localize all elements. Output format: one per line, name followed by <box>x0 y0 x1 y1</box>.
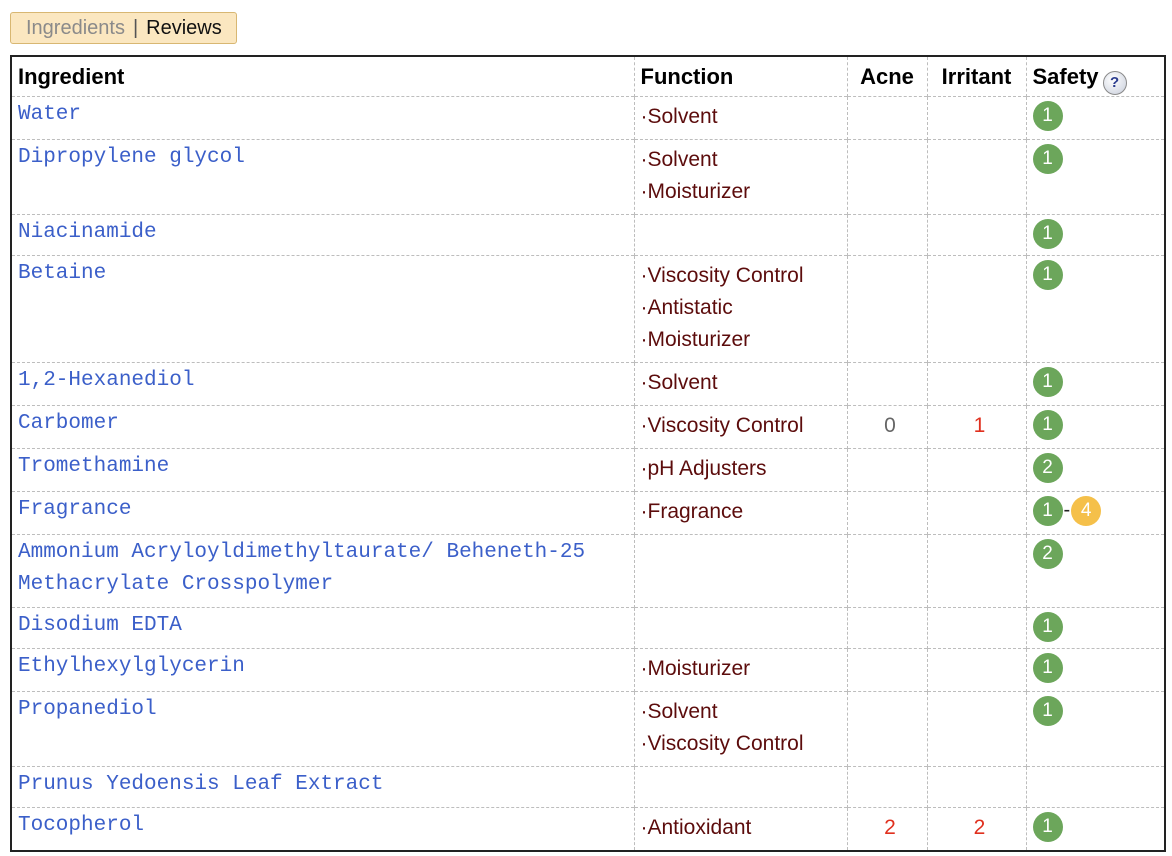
ingredient-name-link[interactable]: Fragrance <box>11 491 634 534</box>
table-row <box>11 807 1165 851</box>
column-header-acne: Acne <box>847 56 927 96</box>
acne-rating <box>847 255 927 362</box>
safety-score-badge: 1 <box>1033 653 1063 683</box>
function-cell <box>634 139 847 214</box>
function-item: ·Solvent <box>640 104 718 128</box>
function-cell <box>634 648 847 691</box>
safety-score-badge: 1 <box>1033 219 1063 249</box>
irritant-rating <box>927 607 1026 648</box>
table-row <box>11 405 1165 448</box>
function-cell <box>634 607 847 648</box>
irritant-rating: 1 <box>927 405 1026 448</box>
column-header-function: Function <box>634 56 847 96</box>
function-cell <box>634 491 847 534</box>
acne-rating <box>847 648 927 691</box>
safety-cell <box>1026 766 1165 807</box>
safety-score-badge: 1 <box>1033 367 1063 397</box>
column-header-ingredient: Ingredient <box>18 64 125 89</box>
function-item: ·Solvent <box>640 370 718 394</box>
safety-cell <box>1026 362 1165 405</box>
safety-cell <box>1026 139 1165 214</box>
acne-rating <box>847 491 927 534</box>
table-row <box>11 648 1165 691</box>
table-row <box>11 691 1165 766</box>
safety-score-badge: 1 <box>1033 260 1063 290</box>
safety-score-badge: 2 <box>1033 453 1063 483</box>
acne-rating <box>847 139 927 214</box>
safety-cell <box>1026 255 1165 362</box>
table-row <box>11 607 1165 648</box>
safety-cell <box>1026 648 1165 691</box>
ingredient-name-link[interactable]: Ammonium Acryloyldimethyltaurate/ Beheneth-25 Methacrylate Crosspolymer <box>11 534 634 607</box>
tab-ingredients[interactable]: Ingredients <box>26 16 125 39</box>
ingredient-name-link[interactable]: Tocopherol <box>11 807 634 851</box>
function-item: ·Antistatic <box>640 295 733 319</box>
ingredients-table-body <box>11 96 1165 851</box>
acne-rating <box>847 214 927 255</box>
help-icon[interactable]: ? <box>1103 71 1127 95</box>
irritant-rating <box>927 139 1026 214</box>
acne-rating <box>847 362 927 405</box>
function-cell <box>634 362 847 405</box>
function-cell <box>634 807 847 851</box>
ingredient-name-link[interactable]: Dipropylene glycol <box>11 139 634 214</box>
tab-reviews[interactable]: Reviews <box>146 16 222 39</box>
ingredient-name-link[interactable]: 1,2-Hexanediol <box>11 362 634 405</box>
ingredient-name-link[interactable]: Water <box>11 96 634 139</box>
safety-score-badge: 1 <box>1033 101 1063 131</box>
ingredient-name-link[interactable]: Tromethamine <box>11 448 634 491</box>
function-item: ·pH Adjusters <box>640 456 767 480</box>
acne-rating: 0 <box>847 405 927 448</box>
function-cell <box>634 448 847 491</box>
function-cell <box>634 405 847 448</box>
safety-score-badge: 1 <box>1033 812 1063 842</box>
table-row <box>11 448 1165 491</box>
acne-rating <box>847 691 927 766</box>
ingredient-name-link[interactable]: Carbomer <box>11 405 634 448</box>
ingredient-name-link[interactable]: Betaine <box>11 255 634 362</box>
function-cell <box>634 96 847 139</box>
irritant-rating <box>927 214 1026 255</box>
table-row <box>11 255 1165 362</box>
acne-rating <box>847 766 927 807</box>
function-cell <box>634 255 847 362</box>
irritant-rating <box>927 648 1026 691</box>
irritant-rating <box>927 491 1026 534</box>
table-row <box>11 362 1165 405</box>
irritant-rating <box>927 691 1026 766</box>
function-item: ·Viscosity Control <box>640 413 804 437</box>
safety-cell <box>1026 214 1165 255</box>
irritant-rating <box>927 255 1026 362</box>
safety-range-dash: - <box>1063 499 1071 521</box>
column-header-irritant: Irritant <box>927 56 1026 96</box>
ingredients-table <box>10 55 1166 852</box>
function-item: ·Fragrance <box>640 499 744 523</box>
safety-score-badge: 1 <box>1033 496 1063 526</box>
function-cell <box>634 766 847 807</box>
acne-rating <box>847 448 927 491</box>
table-header-row <box>11 56 1165 96</box>
function-item: ·Antioxidant <box>640 815 752 839</box>
safety-score-badge: 2 <box>1033 539 1063 569</box>
safety-cell <box>1026 405 1165 448</box>
irritant-rating <box>927 766 1026 807</box>
table-row <box>11 491 1165 534</box>
irritant-rating <box>927 96 1026 139</box>
function-item: ·Viscosity Control <box>640 263 804 287</box>
safety-cell <box>1026 491 1165 534</box>
function-item: ·Moisturizer <box>640 656 751 680</box>
irritant-rating: 2 <box>927 807 1026 851</box>
column-header-safety <box>1026 56 1165 96</box>
table-row <box>11 139 1165 214</box>
tab-bar <box>10 12 237 44</box>
table-row <box>11 534 1165 607</box>
function-item: ·Solvent <box>640 147 718 171</box>
safety-cell <box>1026 448 1165 491</box>
function-item: ·Viscosity Control <box>640 731 804 755</box>
acne-rating <box>847 96 927 139</box>
safety-score-badge: 1 <box>1033 696 1063 726</box>
ingredient-name-link[interactable]: Prunus Yedoensis Leaf Extract <box>11 766 634 807</box>
safety-cell <box>1026 96 1165 139</box>
irritant-rating <box>927 534 1026 607</box>
table-row <box>11 766 1165 807</box>
safety-cell <box>1026 534 1165 607</box>
safety-score-badge: 1 <box>1033 410 1063 440</box>
function-item: ·Moisturizer <box>640 327 751 351</box>
function-item: ·Moisturizer <box>640 179 751 203</box>
table-row <box>11 96 1165 139</box>
ingredient-name-link[interactable]: Ethylhexylglycerin <box>11 648 634 691</box>
safety-cell <box>1026 691 1165 766</box>
function-cell <box>634 534 847 607</box>
irritant-rating <box>927 448 1026 491</box>
safety-cell <box>1026 807 1165 851</box>
safety-cell <box>1026 607 1165 648</box>
acne-rating <box>847 607 927 648</box>
ingredient-name-link[interactable]: Niacinamide <box>11 214 634 255</box>
safety-score-badge: 1 <box>1033 612 1063 642</box>
function-cell <box>634 691 847 766</box>
safety-score-badge: 1 <box>1033 144 1063 174</box>
acne-rating <box>847 534 927 607</box>
function-item: ·Solvent <box>640 699 718 723</box>
ingredient-name-link[interactable]: Propanediol <box>11 691 634 766</box>
ingredient-name-link[interactable]: Disodium EDTA <box>11 607 634 648</box>
tab-separator: | <box>132 16 139 39</box>
function-cell <box>634 214 847 255</box>
table-row <box>11 214 1165 255</box>
acne-rating: 2 <box>847 807 927 851</box>
column-header-safety-label: Safety <box>1032 64 1099 89</box>
irritant-rating <box>927 362 1026 405</box>
safety-score-badge: 4 <box>1071 496 1101 526</box>
